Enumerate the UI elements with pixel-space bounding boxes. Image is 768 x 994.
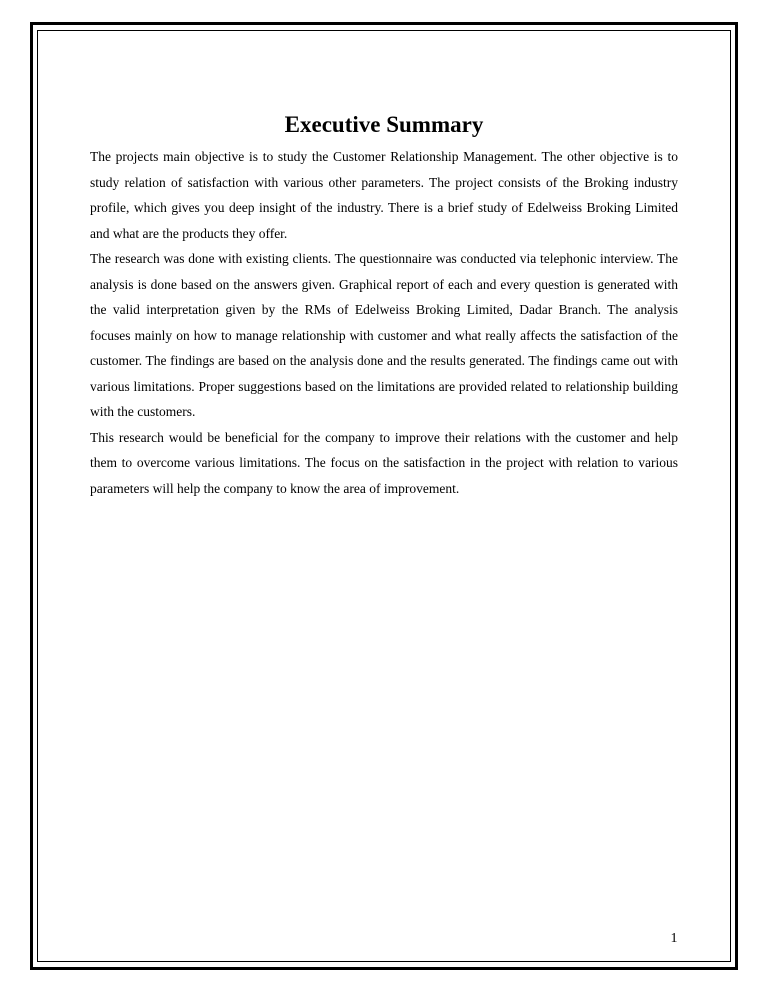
paragraph-benefit: This research would be beneficial for the company to improve their relations with the customer and help them to overcome various limitations. The focus on the satisfaction in the project with relation to various parameters will help the company to know the area of improvement. [90,429,678,496]
paragraph-objective: The projects main objective is to study the Customer Relationship Management. The other objective is to study relation of satisfaction with various other parameters. The project consists of the Broking industry profile, which gives you deep insight of the industry. There is a brief study of Edelweiss Broking Limited and what are the products they offer. [90,149,678,241]
paragraph-research: The research was done with existing clients. The questionnaire was conducted via telephonic interview. The analysis is done based on the answers given. Graphical report of each and every question is generated with the valid interpretation given by the RMs of Edelweiss Broking Limited, Dadar Branch. The analysis focuses mainly on how to manage relationship with customer and what really affects the satisfaction of the customer. The findings are based on the analysis done and the results generated. The findings came out with various limitations. Proper suggestions based on the limitations are provided related to relationship building with the customers. [90,251,678,419]
page-title: Executive Summary [284,112,484,137]
document-body [90,110,678,501]
page-number: 1 [670,931,678,946]
